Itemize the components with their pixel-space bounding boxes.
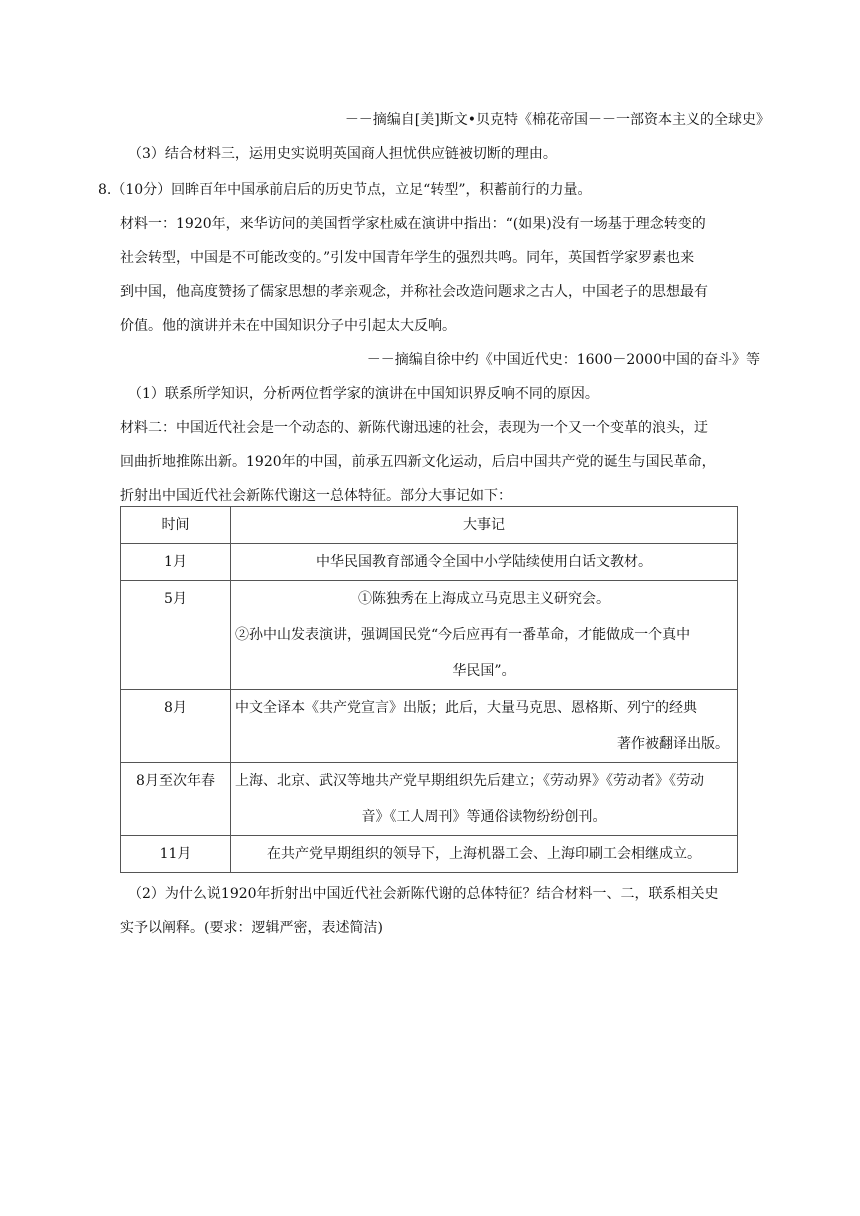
table-row [121,836,738,873]
row-event: ②孙中山发表演讲，强调国民党“今后应再有一番革命，才能做成一个真中 [235,627,691,643]
header-events: 大事记 [231,507,738,544]
material-2-line: 折射出中国近代社会新陈代谢这一总体特征。部分大事记如下： [120,488,512,504]
row-time: 11月 [121,836,231,873]
events-table [120,506,738,873]
material-2-line: 材料二：中国近代社会是一个动态的、新陈代谢迅速的社会，表现为一个又一个变革的浪头，迂 [120,420,708,436]
table-row [121,544,738,581]
table-row [121,581,738,690]
header-time: 时间 [121,507,231,544]
material-1-line: 社会转型，中国是不可能改变的。”引发中国青年学生的强烈共鸣。同年，英国哲学家罗素也来 [120,250,695,266]
question-3: （3）结合材料三，运用史实说明英国商人担忧供应链被切断的理由。 [128,146,557,162]
table-row [121,690,738,763]
question-8-heading: 8.（10分）回眸百年中国承前启后的历史节点，立足“转型”，积蓄前行的力量。 [98,182,592,198]
row-event: 在共产党早期组织的领导下，上海机器工会、上海印刷工会相继成立。 [231,836,738,873]
table-header-row [121,507,738,544]
row-time: 1月 [121,544,231,581]
material-2-line: 回曲折地推陈出新。1920年的中国，前承五四新文化运动，后启中国共产党的诞生与国民革命， [120,454,716,470]
row-events-cell [231,690,738,763]
material-1-line: 材料一：1920年，来华访问的美国哲学家杜威在演讲中指出：“(如果)没有一场基于理念转变的 [120,216,706,232]
table-row [121,763,738,836]
row-event: 华民国”。 [452,663,516,679]
row-event: 中华民国教育部通令全国中小学陆续使用白话文教材。 [231,544,738,581]
sub-question-1: （1）联系所学知识，分析两位哲学家的演讲在中国知识界反响不同的原因。 [128,386,599,402]
row-event: 著作被翻译出版。 [617,736,729,752]
row-time: 8月至次年春 [121,763,231,836]
row-time: 5月 [121,581,231,690]
material-1-line: 到中国，他高度赞扬了儒家思想的孝亲观念，并称社会改造问题求之古人，中国老子的思想最有 [120,284,708,300]
source-citation-1: －－摘编自[美]斯文•贝克特《棉花帝国－－一部资本主义的全球史》 [344,112,770,128]
row-event: 中文全译本《共产党宣言》出版；此后，大量马克思、恩格斯、列宁的经典 [235,700,697,716]
sub-question-2-line: 实予以阐释。(要求：逻辑严密，表述简洁) [120,920,383,936]
row-event: 音》《工人周刊》等通俗读物纷纷创刊。 [361,809,607,825]
material-1-line: 价值。他的演讲并未在中国知识分子中引起太大反响。 [120,318,456,334]
sub-question-2-line: （2）为什么说1920年折射出中国近代社会新陈代谢的总体特征？结合材料一、二，联系相关史 [128,886,719,902]
row-event: ①陈独秀在上海成立马克思主义研究会。 [358,591,610,607]
row-event: 上海、北京、武汉等地共产党早期组织先后建立；《劳动界》《劳动者》《劳动 [235,773,704,789]
source-citation-2: －－摘编自徐中约《中国近代史：1600－2000中国的奋斗》等 [366,352,760,368]
row-events-cell [231,581,738,690]
row-events-cell [231,763,738,836]
row-time: 8月 [121,690,231,763]
